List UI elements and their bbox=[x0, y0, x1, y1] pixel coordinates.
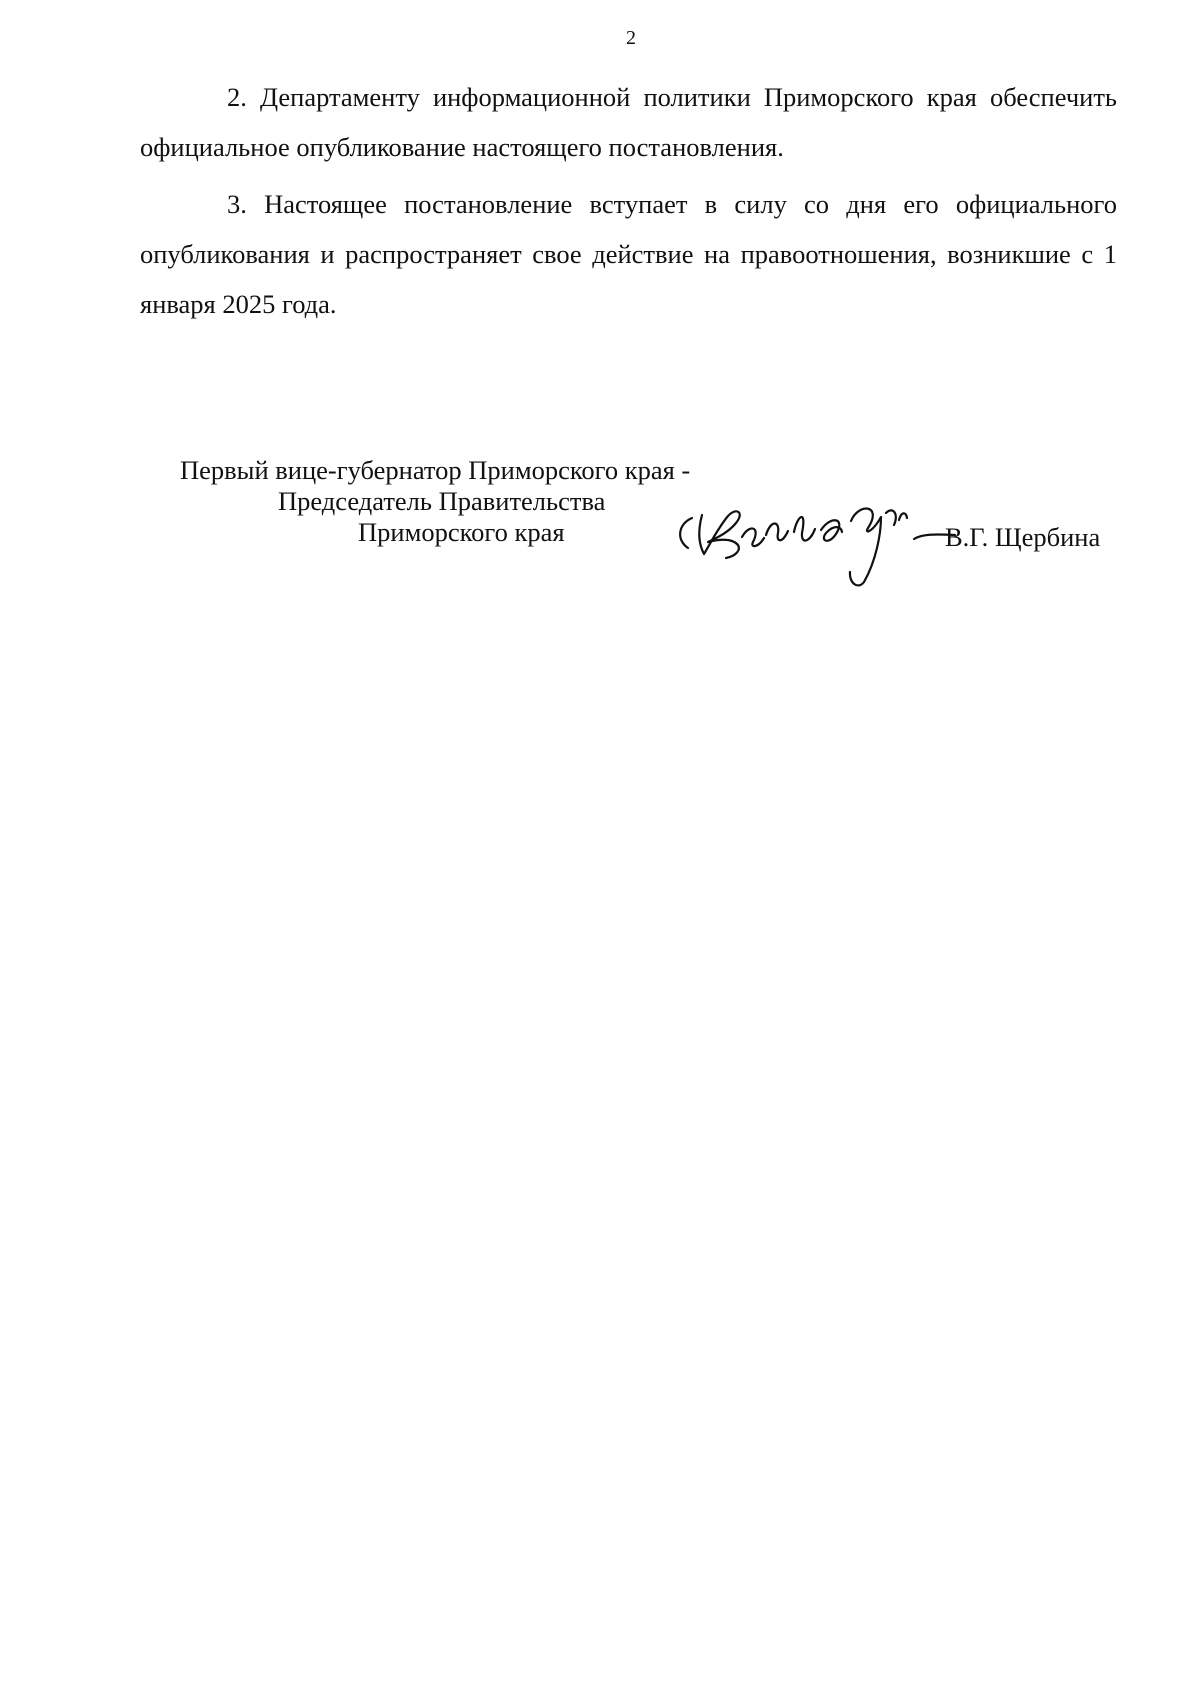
position-line-3: Приморского края bbox=[358, 517, 565, 547]
signer-name: В.Г. Щербина bbox=[945, 522, 1101, 552]
signatory-position bbox=[180, 455, 740, 548]
document-body bbox=[140, 72, 1117, 336]
paragraph-2: 2. Департаменту информационной политики Приморского края обеспечить официальное опубликование настоящего постановления. bbox=[140, 82, 1117, 162]
handwritten-signature-icon bbox=[670, 490, 960, 600]
position-line-2: Председатель Правительства bbox=[278, 486, 606, 516]
position-line-1: Первый вице-губернатор Приморского края - bbox=[180, 455, 691, 485]
page-number: 2 bbox=[626, 27, 636, 49]
paragraph-3: 3. Настоящее постановление вступает в силу со дня его официального опубликования и распространяет свое действие на правоотношения, возникшие с 1 января 2025 года. bbox=[140, 189, 1117, 319]
